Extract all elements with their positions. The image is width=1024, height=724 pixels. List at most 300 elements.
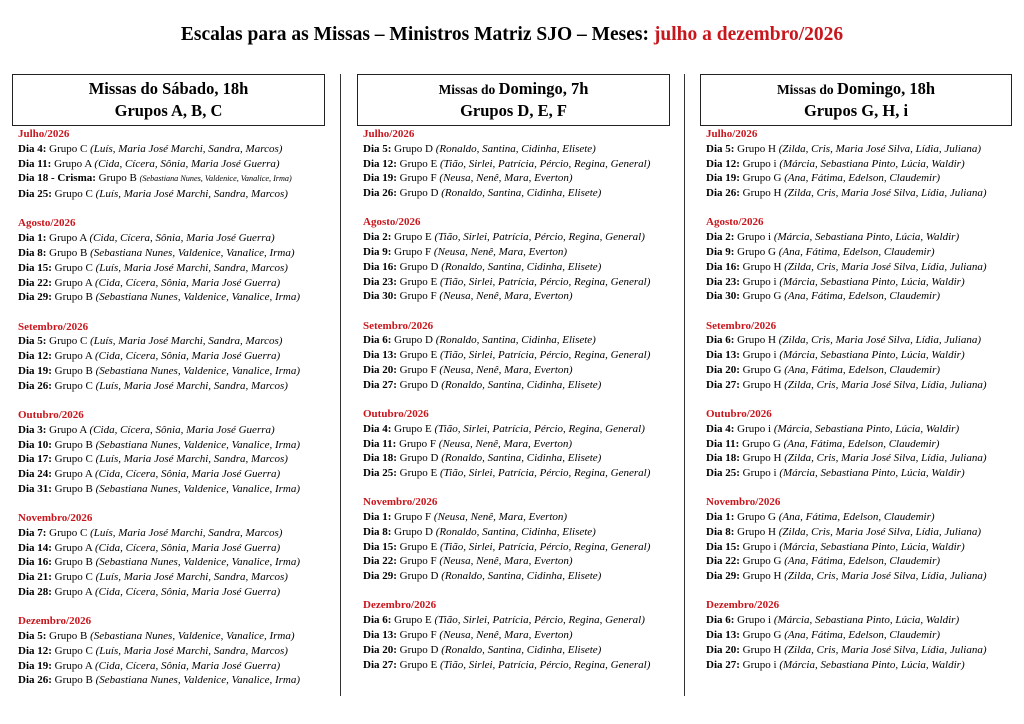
schedule-group: Grupo C <box>49 142 88 155</box>
schedule-members: (Neusa, Nenê, Mara, Everton) <box>439 363 573 376</box>
month-block <box>18 216 330 305</box>
schedule-members: (Sebastiana Nunes, Valdenice, Vanalice, Irma) <box>95 674 301 687</box>
schedule-group: Grupo i <box>737 231 772 244</box>
column-sunday-7h <box>357 74 671 687</box>
schedule-row <box>363 525 671 540</box>
month-heading: Outubro/2026 <box>363 407 429 420</box>
schedule-group: Grupo H <box>737 142 776 155</box>
schedule-row <box>18 452 330 467</box>
schedule-group: Grupo C <box>54 261 93 274</box>
column-saturday-18h <box>12 74 330 703</box>
month-block <box>706 495 1014 584</box>
schedule-row <box>18 171 330 187</box>
month-list <box>700 126 1014 672</box>
schedule-group: Grupo B <box>54 438 93 451</box>
schedule-day: Dia 20: <box>363 643 397 656</box>
schedule-group: Grupo i <box>742 349 777 362</box>
month-heading: Novembro/2026 <box>363 496 438 509</box>
schedule-row <box>363 451 671 466</box>
schedule-row <box>18 276 330 291</box>
schedule-row <box>18 644 330 659</box>
schedule-members: (Neusa, Nenê, Mara, Everton) <box>439 555 573 568</box>
month-block <box>18 511 330 600</box>
schedule-group: Grupo E <box>399 467 438 480</box>
schedule-group: Grupo D <box>399 260 439 273</box>
schedule-members: (Zilda, Cris, Maria José Silva, Lídia, Juliana) <box>784 643 987 656</box>
schedule-day: Dia 18: <box>363 452 397 465</box>
schedule-row <box>706 658 1014 673</box>
schedule-day: Dia 26: <box>363 187 397 200</box>
schedule-day: Dia 29: <box>18 291 52 304</box>
schedule-row <box>706 466 1014 481</box>
schedule-row <box>706 643 1014 658</box>
schedule-members: (Ronaldo, Santina, Cidinha, Elisete) <box>435 334 596 347</box>
schedule-members: (Márcia, Sebastiana Pinto, Lúcia, Waldir) <box>773 614 960 627</box>
schedule-row <box>18 187 330 202</box>
month-heading: Setembro/2026 <box>706 319 777 332</box>
schedule-group: Grupo H <box>742 643 782 656</box>
schedule-group: Grupo C <box>54 188 93 201</box>
schedule-row <box>363 363 671 378</box>
schedule-group: Grupo E <box>394 422 432 435</box>
month-block <box>706 598 1014 672</box>
schedule-day: Dia 16: <box>363 260 397 273</box>
schedule-members: (Neusa, Nenê, Mara, Everton) <box>439 172 573 185</box>
schedule-members: (Cida, Cícera, Sônia, Maria José Guerra) <box>95 350 281 363</box>
schedule-day: Dia 10: <box>18 438 52 451</box>
schedule-day: Dia 23: <box>706 275 740 288</box>
column-header-prefix: Missas do <box>776 82 837 97</box>
schedule-group: Grupo D <box>394 525 433 538</box>
schedule-day: Dia 26: <box>18 674 52 687</box>
schedule-group: Grupo B <box>54 674 93 687</box>
schedule-group: Grupo i <box>742 658 777 671</box>
schedule-day: Dia 12: <box>706 157 740 170</box>
schedule-day: Dia 15: <box>18 261 52 274</box>
schedule-row <box>363 466 671 481</box>
schedule-day: Dia 27: <box>363 378 397 391</box>
schedule-row <box>18 526 330 541</box>
schedule-row <box>363 186 671 201</box>
column-header-groups: Grupos A, B, C <box>114 101 223 120</box>
schedule-day: Dia 3: <box>18 423 47 436</box>
schedule-group: Grupo E <box>399 658 438 671</box>
schedule-day: Dia 5: <box>706 142 735 155</box>
column-header <box>357 74 670 126</box>
schedule-group: Grupo i <box>742 540 777 553</box>
schedule-members: (Márcia, Sebastiana Pinto, Lúcia, Waldir) <box>779 349 965 362</box>
month-block <box>706 319 1014 393</box>
schedule-day: Dia 21: <box>18 571 52 584</box>
schedule-day: Dia 4: <box>18 142 47 155</box>
page-title-months: julho a dezembro/2026 <box>653 24 844 45</box>
schedule-row <box>706 510 1014 525</box>
schedule-day: Dia 18: <box>706 452 740 465</box>
schedule-row <box>706 230 1014 245</box>
schedule-group: Grupo E <box>399 540 438 553</box>
schedule-day: Dia 11: <box>363 437 397 450</box>
schedule-group: Grupo E <box>394 614 432 627</box>
schedule-group: Grupo F <box>399 555 437 568</box>
schedule-group: Grupo G <box>742 437 781 450</box>
schedule-day: Dia 13: <box>363 349 397 362</box>
schedule-day: Dia 19: <box>363 172 397 185</box>
schedule-row <box>706 260 1014 275</box>
schedule-group: Grupo B <box>54 556 93 569</box>
schedule-group: Grupo D <box>399 452 439 465</box>
schedule-row <box>706 348 1014 363</box>
schedule-day: Dia 8: <box>706 525 735 538</box>
schedule-members: (Ronaldo, Santina, Cidinha, Elisete) <box>441 452 602 465</box>
schedule-members: (Neusa, Nenê, Mara, Everton) <box>433 511 568 524</box>
schedule-row <box>363 333 671 348</box>
schedule-members: (Ronaldo, Santina, Cidinha, Elisete) <box>435 525 596 538</box>
schedule-row <box>706 378 1014 393</box>
schedule-group: Grupo A <box>49 423 87 436</box>
schedule-group: Grupo G <box>737 245 776 258</box>
schedule-group: Grupo i <box>737 614 772 627</box>
schedule-group: Grupo E <box>399 275 438 288</box>
schedule-row <box>18 364 330 379</box>
schedule-group: Grupo F <box>399 172 437 185</box>
schedule-row <box>18 659 330 674</box>
schedule-group: Grupo A <box>54 350 93 363</box>
schedule-group: Grupo A <box>54 157 92 170</box>
schedule-row <box>706 171 1014 186</box>
month-heading: Julho/2026 <box>706 128 758 140</box>
schedule-row <box>363 230 671 245</box>
schedule-members: (Sebastiana Nunes, Valdenice, Vanalice, Irma) <box>90 246 295 259</box>
schedule-group: Grupo F <box>394 245 432 258</box>
schedule-row <box>706 289 1014 304</box>
schedule-group: Grupo C <box>54 571 93 584</box>
schedule-day: Dia 22: <box>18 276 52 289</box>
month-block <box>18 127 330 202</box>
schedule-members: (Luís, Maria José Marchi, Sandra, Marcos) <box>95 379 288 392</box>
schedule-members: (Luís, Maria José Marchi, Sandra, Marcos) <box>95 188 288 201</box>
schedule-day: Dia 26: <box>706 187 740 200</box>
schedule-group: Grupo G <box>737 511 776 524</box>
month-block <box>18 320 330 394</box>
column-header-groups: Grupos D, E, F <box>460 101 567 120</box>
schedule-group: Grupo A <box>54 468 93 481</box>
schedule-group: Grupo i <box>742 157 777 170</box>
schedule-row <box>363 260 671 275</box>
schedule-group: Grupo C <box>54 379 93 392</box>
schedule-group: Grupo G <box>742 290 782 303</box>
schedule-day: Dia 19: <box>18 659 52 672</box>
schedule-day: Dia 30: <box>706 290 740 303</box>
column-sunday-18h <box>700 74 1014 687</box>
schedule-day: Dia 1: <box>706 511 735 524</box>
schedule-group: Grupo H <box>742 187 782 200</box>
schedule-members: (Luís, Maria José Marchi, Sandra, Marcos) <box>90 142 283 155</box>
schedule-day: Dia 1: <box>18 232 47 245</box>
schedule-members: (Tião, Sirlei, Patrícia, Pércio, Regina, General) <box>434 231 645 244</box>
schedule-day: Dia 8: <box>18 246 47 259</box>
month-list <box>357 126 671 672</box>
month-block <box>706 215 1014 304</box>
column-header <box>12 74 325 126</box>
schedule-group: Grupo D <box>399 187 439 200</box>
schedule-group: Grupo A <box>54 541 93 554</box>
schedule-members: (Márcia, Sebastiana Pinto, Lúcia, Waldir) <box>779 467 965 480</box>
schedule-members: (Neusa, Nenê, Mara, Everton) <box>439 290 573 303</box>
schedule-row <box>18 438 330 453</box>
schedule-members: (Tião, Sirlei, Patrícia, Pércio, Regina, General) <box>434 422 645 435</box>
schedule-row <box>363 510 671 525</box>
month-heading: Setembro/2026 <box>363 319 434 332</box>
schedule-members: (Sebastiana Nunes, Valdenice, Vanalice, Irma) <box>95 482 301 495</box>
schedule-members: (Neusa, Nenê, Mara, Everton) <box>438 437 572 450</box>
schedule-members: (Tião, Sirlei, Patrícia, Pércio, Regina, General) <box>440 349 651 362</box>
schedule-members: (Luís, Maria José Marchi, Sandra, Marcos) <box>95 453 288 466</box>
schedule-day: Dia 28: <box>18 586 52 599</box>
schedule-members: (Cida, Cícera, Sônia, Maria José Guerra) <box>95 468 281 481</box>
month-heading: Dezembro/2026 <box>363 599 437 612</box>
month-block <box>363 127 671 201</box>
schedule-group: Grupo C <box>49 335 88 348</box>
schedule-members: (Luís, Maria José Marchi, Sandra, Marcos) <box>90 526 283 539</box>
schedule-day: Dia 9: <box>706 245 735 258</box>
schedule-members: (Tião, Sirlei, Patrícia, Pércio, Regina, General) <box>434 614 645 627</box>
schedule-group: Grupo B <box>49 246 88 259</box>
schedule-day: Dia 25: <box>363 467 397 480</box>
schedule-group: Grupo E <box>399 157 438 170</box>
schedule-members: (Luís, Maria José Marchi, Sandra, Marcos) <box>95 261 288 274</box>
month-heading: Dezembro/2026 <box>706 599 780 612</box>
schedule-day: Dia 12: <box>363 157 397 170</box>
schedule-row <box>18 555 330 570</box>
schedule-members: (Ana, Fátima, Edelson, Claudemir) <box>784 363 941 376</box>
schedule-day: Dia 6: <box>363 614 392 627</box>
schedule-row <box>706 525 1014 540</box>
schedule-day: Dia 16: <box>706 260 740 273</box>
schedule-day: Dia 15: <box>363 540 397 553</box>
schedule-day: Dia 13: <box>706 629 740 642</box>
schedule-day: Dia 19: <box>18 364 52 377</box>
schedule-day: Dia 1: <box>363 511 392 524</box>
schedule-group: Grupo D <box>394 334 433 347</box>
schedule-day: Dia 7: <box>18 526 47 539</box>
schedule-members: (Zilda, Cris, Maria José Silva, Lídia, Juliana) <box>784 570 987 583</box>
schedule-members: (Luís, Maria José Marchi, Sandra, Marcos) <box>90 335 283 348</box>
schedule-members: (Zilda, Cris, Maria José Silva, Lídia, Juliana) <box>784 452 987 465</box>
schedule-members: (Márcia, Sebastiana Pinto, Lúcia, Waldir) <box>773 422 960 435</box>
schedule-group: Grupo D <box>399 378 439 391</box>
schedule-row <box>706 422 1014 437</box>
schedule-members: (Márcia, Sebastiana Pinto, Lúcia, Waldir) <box>779 157 965 170</box>
schedule-members: (Márcia, Sebastiana Pinto, Lúcia, Waldir) <box>779 658 965 671</box>
schedule-row <box>18 423 330 438</box>
schedule-day: Dia 23: <box>363 275 397 288</box>
month-block <box>18 408 330 497</box>
schedule-day: Dia 13: <box>706 349 740 362</box>
schedule-group: Grupo G <box>742 172 782 185</box>
month-heading: Julho/2026 <box>18 128 70 140</box>
schedule-day: Dia 20: <box>363 363 397 376</box>
schedule-members: (Tião, Sirlei, Patrícia, Pércio, Regina, General) <box>440 157 651 170</box>
month-block <box>363 215 671 304</box>
schedule-members: (Zilda, Cris, Maria José Silva, Lídia, Juliana) <box>778 142 982 155</box>
schedule-row <box>18 246 330 261</box>
schedule-row <box>706 569 1014 584</box>
schedule-group: Grupo C <box>49 526 88 539</box>
schedule-members: (Sebastiana Nunes, Valdenice, Vanalice, Irma) <box>95 556 301 569</box>
month-block <box>363 598 671 672</box>
month-heading: Dezembro/2026 <box>18 615 92 628</box>
schedule-members: (Márcia, Sebastiana Pinto, Lúcia, Waldir) <box>773 231 960 244</box>
schedule-row <box>363 348 671 363</box>
schedule-day: Dia 9: <box>363 245 392 258</box>
schedule-day: Dia 27: <box>363 658 397 671</box>
schedule-row <box>706 186 1014 201</box>
schedule-row <box>18 261 330 276</box>
schedule-row <box>363 275 671 290</box>
schedule-members: (Sebastiana Nunes, Valdenice, Vanalice, Irma) <box>95 364 301 377</box>
schedule-row <box>363 142 671 157</box>
schedule-day: Dia 6: <box>706 334 735 347</box>
month-block <box>706 127 1014 201</box>
schedule-day: Dia 8: <box>363 525 392 538</box>
schedule-day: Dia 6: <box>363 334 392 347</box>
month-heading: Agosto/2026 <box>18 217 76 230</box>
schedule-row <box>18 467 330 482</box>
schedule-members: (Márcia, Sebastiana Pinto, Lúcia, Waldir) <box>779 540 965 553</box>
month-block <box>706 407 1014 481</box>
schedule-row <box>706 275 1014 290</box>
schedule-members: (Ana, Fátima, Edelson, Claudemir) <box>784 172 941 185</box>
schedule-day: Dia 29: <box>706 570 740 583</box>
schedule-row <box>363 658 671 673</box>
schedule-members: (Ronaldo, Santina, Cidinha, Elisete) <box>441 187 602 200</box>
schedule-row <box>706 437 1014 452</box>
column-header-title: Domingo, 18h <box>836 79 936 98</box>
column-header-groups: Grupos G, H, i <box>803 101 909 120</box>
schedule-group: Grupo B <box>98 172 137 185</box>
schedule-day: Dia 25: <box>706 467 740 480</box>
schedule-group: Grupo H <box>742 378 782 391</box>
schedule-group: Grupo A <box>54 659 93 672</box>
schedule-group: Grupo F <box>399 363 437 376</box>
schedule-group: Grupo H <box>742 570 782 583</box>
schedule-day: Dia 2: <box>363 231 392 244</box>
schedule-row <box>18 482 330 497</box>
schedule-group: Grupo A <box>54 586 93 599</box>
schedule-row <box>706 245 1014 260</box>
schedule-day: Dia 11: <box>18 157 52 170</box>
schedule-row <box>363 613 671 628</box>
schedule-group: Grupo F <box>394 511 432 524</box>
schedule-day: Dia 2: <box>706 231 735 244</box>
page-title <box>0 24 1024 46</box>
schedule-day: Dia 22: <box>706 555 740 568</box>
schedule-row <box>706 363 1014 378</box>
schedule-members: (Neusa, Nenê, Mara, Everton) <box>433 245 568 258</box>
schedule-group: Grupo H <box>742 260 782 273</box>
schedule-members: (Zilda, Cris, Maria José Silva, Lídia, Juliana) <box>784 260 987 273</box>
schedule-row <box>18 231 330 246</box>
page-title-main: Escalas para as Missas – Ministros Matriz SJO – Meses: <box>180 24 654 45</box>
schedule-members: (Márcia, Sebastiana Pinto, Lúcia, Waldir) <box>779 275 965 288</box>
schedule-members: (Neusa, Nenê, Mara, Everton) <box>439 629 573 642</box>
schedule-members: (Ronaldo, Santina, Cidinha, Elisete) <box>441 570 602 583</box>
column-header-prefix: Missas do <box>438 82 499 97</box>
schedule-row <box>363 628 671 643</box>
schedule-members: (Ana, Fátima, Edelson, Claudemir) <box>784 629 941 642</box>
month-heading: Setembro/2026 <box>18 320 89 333</box>
schedule-day: Dia 14: <box>18 541 52 554</box>
schedule-group: Grupo E <box>399 349 438 362</box>
schedule-row <box>363 157 671 172</box>
schedule-row <box>706 142 1014 157</box>
schedule-row <box>363 437 671 452</box>
schedule-members: (Luís, Maria José Marchi, Sandra, Marcos) <box>95 571 288 584</box>
schedule-day: Dia 26: <box>18 379 52 392</box>
schedule-members: (Ronaldo, Santina, Cidinha, Elisete) <box>441 260 602 273</box>
schedule-members: (Sebastiana Nunes, Valdenice, Vanalice, Irma) <box>95 438 301 451</box>
schedule-group: Grupo i <box>737 422 772 435</box>
schedule-members: (Zilda, Cris, Maria José Silva, Lídia, Juliana) <box>778 525 982 538</box>
schedule-row <box>18 349 330 364</box>
column-header <box>700 74 1012 126</box>
schedule-row <box>706 628 1014 643</box>
schedule-group: Grupo B <box>54 291 93 304</box>
schedule-group: Grupo C <box>54 644 93 657</box>
schedule-group: Grupo G <box>742 363 782 376</box>
schedule-members: (Sebastiana Nunes, Valdenice, Vanalice, Irma) <box>139 174 292 184</box>
schedule-row <box>363 643 671 658</box>
schedule-members: (Ana, Fátima, Edelson, Claudemir) <box>783 437 940 450</box>
schedule-group: Grupo G <box>742 629 782 642</box>
schedule-members: (Cida, Cícera, Sônia, Maria José Guerra) <box>95 541 281 554</box>
schedule-members: (Cida, Cícera, Sônia, Maria José Guerra) <box>95 659 281 672</box>
schedule-group: Grupo A <box>54 276 93 289</box>
schedule-row <box>363 378 671 393</box>
schedule-day: Dia 6: <box>706 614 735 627</box>
schedule-members: (Ronaldo, Santina, Cidinha, Elisete) <box>435 142 596 155</box>
schedule-row <box>18 379 330 394</box>
schedule-day: Dia 5: <box>363 142 392 155</box>
schedule-day: Dia 22: <box>363 555 397 568</box>
schedule-day: Dia 31: <box>18 482 52 495</box>
schedule-row <box>18 290 330 305</box>
schedule-members: (Zilda, Cris, Maria José Silva, Lídia, Juliana) <box>784 378 987 391</box>
schedule-row <box>363 171 671 186</box>
schedule-day: Dia 5: <box>18 335 47 348</box>
schedule-group: Grupo i <box>742 467 777 480</box>
schedule-members: (Zilda, Cris, Maria José Silva, Lídia, Juliana) <box>784 187 987 200</box>
month-block <box>363 407 671 481</box>
schedule-members: (Ana, Fátima, Edelson, Claudemir) <box>784 290 941 303</box>
schedule-row <box>363 569 671 584</box>
schedule-row <box>18 673 330 688</box>
schedule-row <box>706 613 1014 628</box>
schedule-members: (Cida, Cícera, Sônia, Maria José Guerra) <box>89 423 275 436</box>
schedule-members: (Luís, Maria José Marchi, Sandra, Marcos) <box>95 644 288 657</box>
month-heading: Outubro/2026 <box>706 407 772 420</box>
schedule-day: Dia 17: <box>18 453 52 466</box>
schedule-row <box>18 157 330 172</box>
schedule-members: (Ana, Fátima, Edelson, Claudemir) <box>778 511 935 524</box>
column-divider <box>340 74 341 696</box>
schedule-day: Dia 24: <box>18 468 52 481</box>
schedule-day: Dia 5: <box>18 630 47 643</box>
schedule-group: Grupo i <box>742 275 777 288</box>
month-heading: Outubro/2026 <box>18 408 84 421</box>
schedule-group: Grupo D <box>394 142 433 155</box>
schedule-row <box>18 142 330 157</box>
